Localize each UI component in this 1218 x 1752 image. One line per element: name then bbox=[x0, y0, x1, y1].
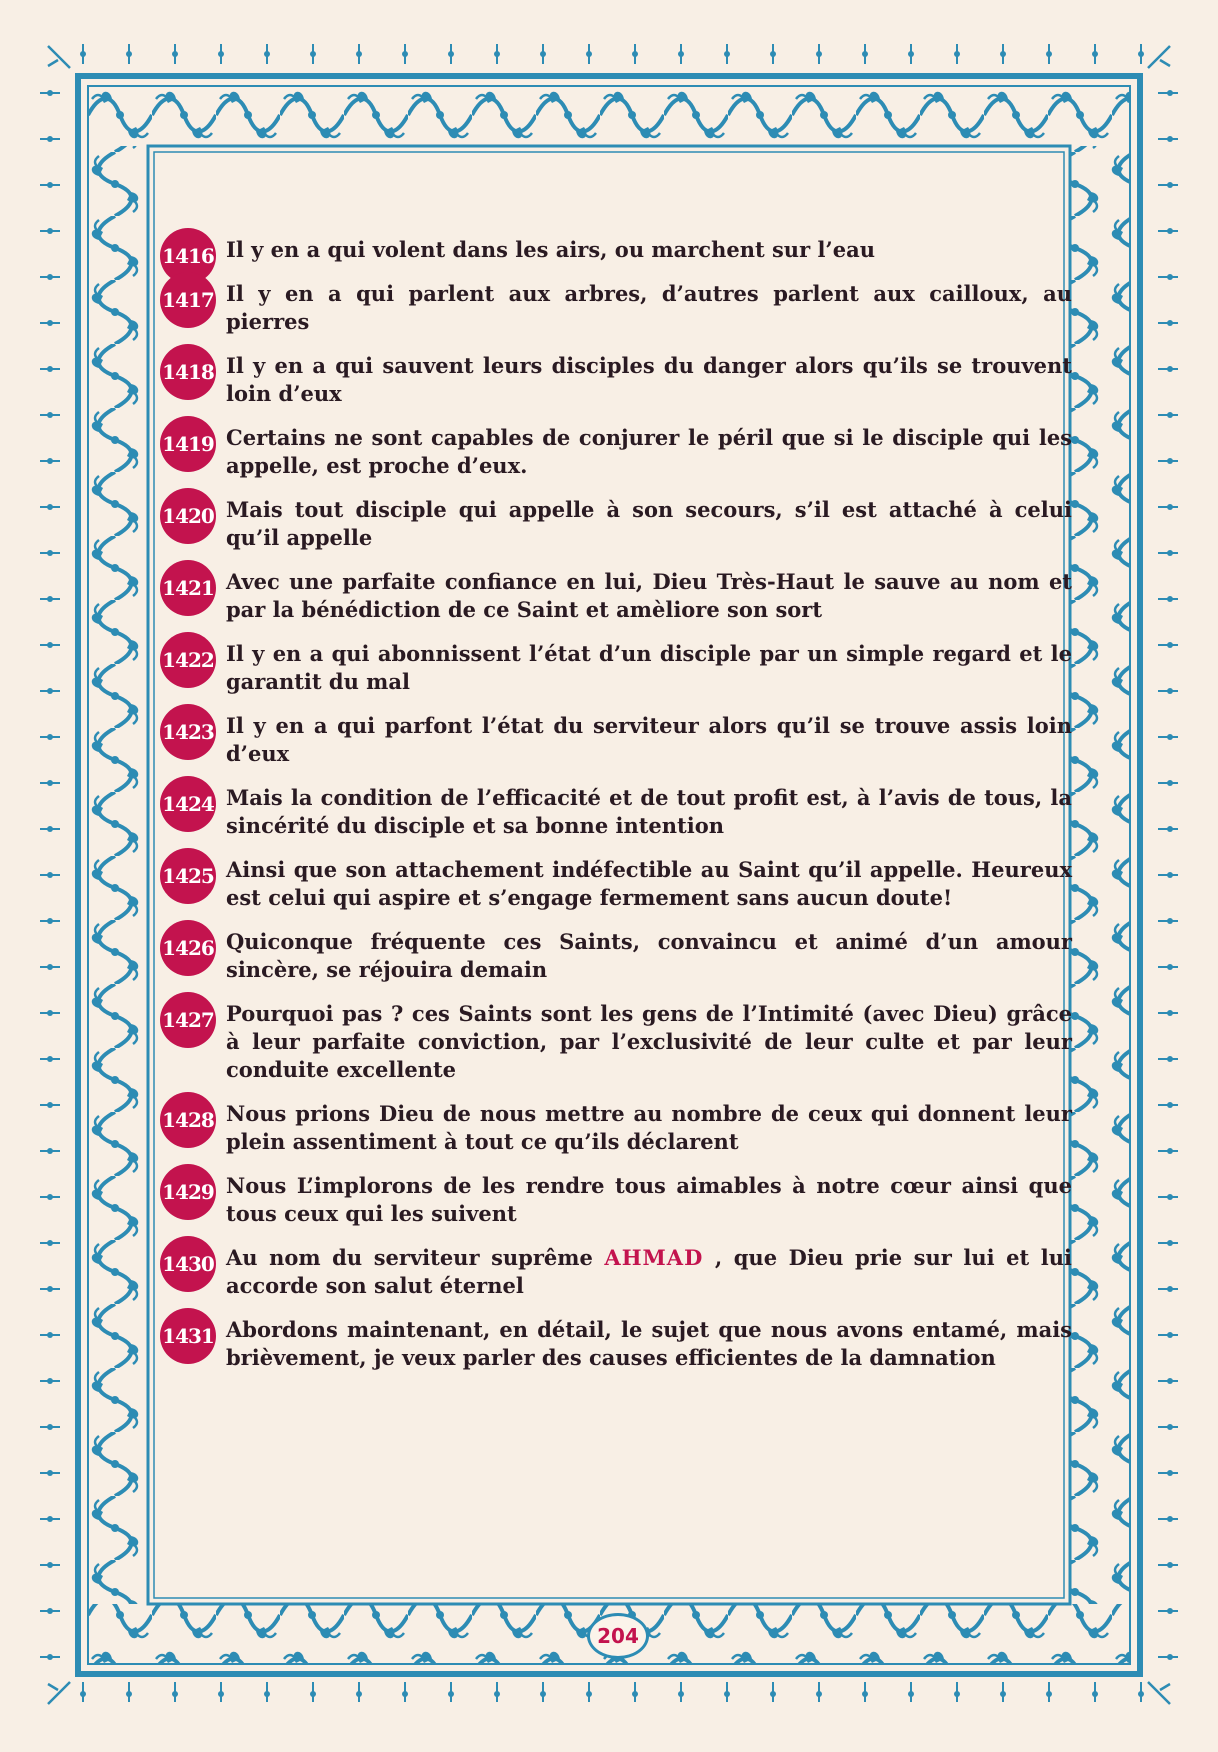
verse-number-badge: 1428 bbox=[160, 1092, 216, 1148]
verse-number-badge: 1423 bbox=[160, 704, 216, 760]
verse-text: Il y en a qui parfont l’état du serviteur alors qu’il se trouve assis loin d’eux bbox=[226, 713, 1072, 766]
verse-1426 bbox=[160, 928, 1072, 984]
verse-1424 bbox=[160, 784, 1072, 840]
verse-1429 bbox=[160, 1172, 1072, 1228]
verse-number-badge: 1419 bbox=[160, 416, 216, 472]
verse-number-badge: 1424 bbox=[160, 776, 216, 832]
verse-1421 bbox=[160, 568, 1072, 624]
verse-text: Nous prions Dieu de nous mettre au nombre de ceux qui donnent leur plein assentiment à tout ce qu’ils déclarent bbox=[226, 1101, 1072, 1154]
verse-text: Il y en a qui sauvent leurs disciples du danger alors qu’ils se trouvent loin d’eux bbox=[226, 353, 1072, 406]
verse-1417 bbox=[160, 280, 1072, 336]
verse-text-before: Au nom du serviteur suprême bbox=[226, 1245, 605, 1270]
verse-1420 bbox=[160, 496, 1072, 552]
verse-1425 bbox=[160, 856, 1072, 912]
verse-number-badge: 1429 bbox=[160, 1164, 216, 1220]
verse-1431 bbox=[160, 1316, 1072, 1372]
verse-number-badge: 1431 bbox=[160, 1308, 216, 1364]
page-number: 204 bbox=[587, 1613, 649, 1659]
verse-number-badge: 1422 bbox=[160, 632, 216, 688]
verse-number-badge: 1418 bbox=[160, 344, 216, 400]
verse-text bbox=[226, 1244, 1072, 1300]
verse-number-badge: 1426 bbox=[160, 920, 216, 976]
verse-text: Nous L’implorons de les rendre tous aimables à notre cœur ainsi que tous ceux qui les suivent bbox=[226, 1173, 1072, 1226]
verse-1423 bbox=[160, 712, 1072, 768]
verse-text: Ainsi que son attachement indéfectible au Saint qu’il appelle. Heureux est celui qui aspire et s’engage fermement sans aucun doute! bbox=[226, 857, 1072, 910]
verse-text: Mais tout disciple qui appelle à son secours, s’il est attaché à celui qu’il appelle bbox=[226, 497, 1072, 550]
verse-number-badge: 1416 bbox=[160, 228, 216, 284]
verse-1419 bbox=[160, 424, 1072, 480]
prophet-name: AHMAD bbox=[604, 1245, 704, 1270]
verse-text: Abordons maintenant, en détail, le sujet que nous avons entamé, mais brièvement, je veux parler des causes efficientes de la damnation bbox=[226, 1317, 1072, 1370]
verse-1416 bbox=[160, 236, 1072, 268]
verse-1422 bbox=[160, 640, 1072, 696]
verse-1418 bbox=[160, 352, 1072, 408]
verse-text-after: , que Dieu prie sur lui et lui accorde son salut éternel bbox=[226, 1245, 1072, 1298]
verse-1430 bbox=[160, 1244, 1072, 1300]
verse-text: Avec une parfaite confiance en lui, Dieu Très-Haut le sauve au nom et par la bénédiction de ce Saint et amèliore son sort bbox=[226, 569, 1072, 622]
verse-text: Il y en a qui abonnissent l’état d’un disciple par un simple regard et le garantit du mal bbox=[226, 641, 1072, 694]
verse-number-badge: 1417 bbox=[160, 272, 216, 328]
verse-text: Il y en a qui parlent aux arbres, d’autres parlent aux cailloux, au pierres bbox=[226, 281, 1072, 334]
verse-1427 bbox=[160, 1000, 1072, 1084]
verse-number-badge: 1420 bbox=[160, 488, 216, 544]
verse-number-badge: 1421 bbox=[160, 560, 216, 616]
verse-text: Il y en a qui volent dans les airs, ou marchent sur l’eau bbox=[226, 237, 875, 262]
verse-1428 bbox=[160, 1100, 1072, 1156]
verse-list bbox=[160, 236, 1072, 1388]
verse-number-badge: 1427 bbox=[160, 992, 216, 1048]
verse-text: Mais la condition de l’efficacité et de tout profit est, à l’avis de tous, la sincérité du disciple et sa bonne intention bbox=[226, 785, 1072, 838]
verse-number-badge: 1430 bbox=[160, 1236, 216, 1292]
verse-text: Pourquoi pas ? ces Saints sont les gens de l’Intimité (avec Dieu) grâce à leur parfaite conviction, par l’exclusivité de leur culte et par leur conduite excellente bbox=[226, 1001, 1072, 1082]
verse-text: Quiconque fréquente ces Saints, convaincu et animé d’un amour sincère, se réjouira demain bbox=[226, 929, 1072, 982]
verse-number-badge: 1425 bbox=[160, 848, 216, 904]
verse-text: Certains ne sont capables de conjurer le péril que si le disciple qui les appelle, est proche d’eux. bbox=[226, 425, 1072, 478]
